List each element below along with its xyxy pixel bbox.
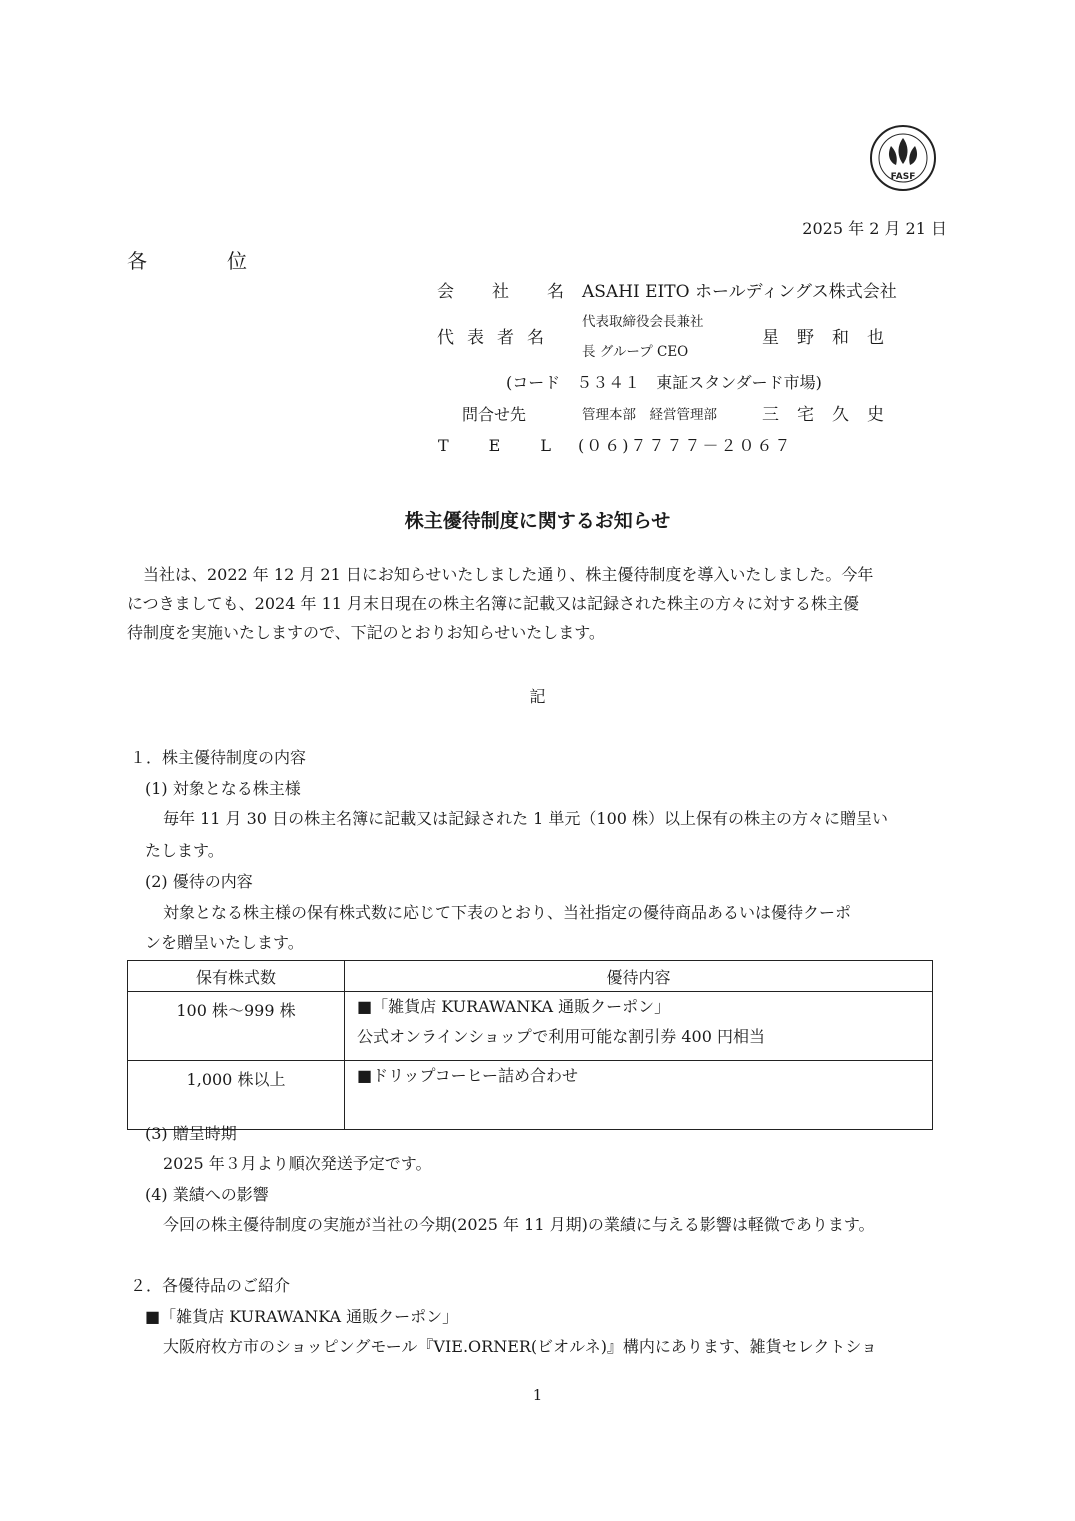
table-header-content: 優待内容	[345, 961, 933, 992]
representative-title-1: 代表取締役会長兼社	[582, 314, 704, 330]
table-header-row	[128, 961, 933, 992]
notice-title: 株主優待制度に関するお知らせ	[404, 510, 671, 532]
document-date: 2025 年 2 月 21 日	[802, 219, 947, 238]
table-cell-content	[345, 1061, 933, 1130]
representative-label: 代表者名	[437, 328, 557, 348]
intro-line: 当社は、2022 年 12 月 21 日にお知らせいたしました通り、株主優待制度を導入いたしました。今年	[127, 565, 874, 584]
logo-text: FASF	[890, 172, 916, 182]
table-cell-shares: 100 株～999 株	[128, 992, 345, 1061]
table-cell-content	[345, 992, 933, 1061]
table-row	[128, 992, 933, 1061]
intro-line: につきましても、2024 年 11 月末日現在の株主名簿に記載又は記録された株主の方々に対する株主優	[127, 594, 860, 613]
contact-label: 問合せ先	[462, 405, 527, 424]
table-cell-shares: 1,000 株以上	[128, 1061, 345, 1130]
benefit-line: ■「雑貨店 KURAWANKA 通販クーポン」	[357, 997, 671, 1016]
contact-department: 管理本部 経営管理部	[582, 407, 717, 423]
section2-item-text: 大阪府枚方市のショッピングモール『VIE.ORNER(ビオルネ)』構内にあります、雑貨セレクトショ	[163, 1337, 878, 1356]
tel-number: (０６)７７７７－２０６７	[578, 436, 793, 455]
sub2-text: ンを贈呈いたします。	[145, 933, 304, 952]
sub3-heading: (3) 贈呈時期	[145, 1124, 237, 1143]
salutation: 各 位	[127, 249, 277, 273]
table-row	[128, 1061, 933, 1130]
company-name-label: 会社名	[437, 282, 602, 302]
ki-marker: 記	[529, 687, 546, 706]
sub1-heading: (1) 対象となる株主様	[145, 779, 301, 798]
benefits-table	[127, 960, 933, 1130]
representative-name: 星野和也	[762, 328, 902, 348]
sub4-text: 今回の株主優待制度の実施が当社の今期(2025 年 11 月期)の業績に与える影響は軽微であります。	[163, 1215, 875, 1234]
table-header-shares: 保有株式数	[128, 961, 345, 992]
section2-heading: ２．各優待品のご紹介	[130, 1276, 291, 1295]
representative-title-2: 長 グループ CEO	[582, 344, 689, 360]
stock-code: (コード ５３４１ 東証スタンダード市場)	[506, 373, 822, 392]
intro-line: 待制度を実施いたしますので、下記のとおりお知らせいたします。	[127, 623, 605, 642]
page-number: 1	[532, 1386, 543, 1404]
contact-name: 三宅久史	[762, 405, 902, 425]
section2-item-heading: ■「雑貨店 KURAWANKA 通販クーポン」	[145, 1307, 459, 1326]
benefit-line: 公式オンラインショップで利用可能な割引券 400 円相当	[357, 1027, 765, 1046]
sub3-text: 2025 年３月より順次発送予定です。	[163, 1154, 432, 1173]
company-name: ASAHI EITO ホールディングス株式会社	[582, 282, 897, 302]
benefit-line: ■ドリップコーヒー詰め合わせ	[357, 1066, 579, 1085]
sub2-heading: (2) 優待の内容	[145, 872, 253, 891]
sub2-text: 対象となる株主様の保有株式数に応じて下表のとおり、当社指定の優待商品あるいは優待クーポ	[163, 903, 852, 922]
intro-paragraph	[127, 560, 947, 647]
tel-label: TEL	[438, 436, 591, 455]
sub1-text: 毎年 11 月 30 日の株主名簿に記載又は記録された 1 単元（100 株）以上保有の株主の方々に贈呈い	[163, 809, 889, 828]
section1-heading: １．株主優待制度の内容	[130, 748, 307, 767]
sub4-heading: (4) 業績への影響	[145, 1185, 269, 1204]
sub1-text: たします。	[145, 841, 224, 860]
fasf-logo	[869, 124, 937, 192]
